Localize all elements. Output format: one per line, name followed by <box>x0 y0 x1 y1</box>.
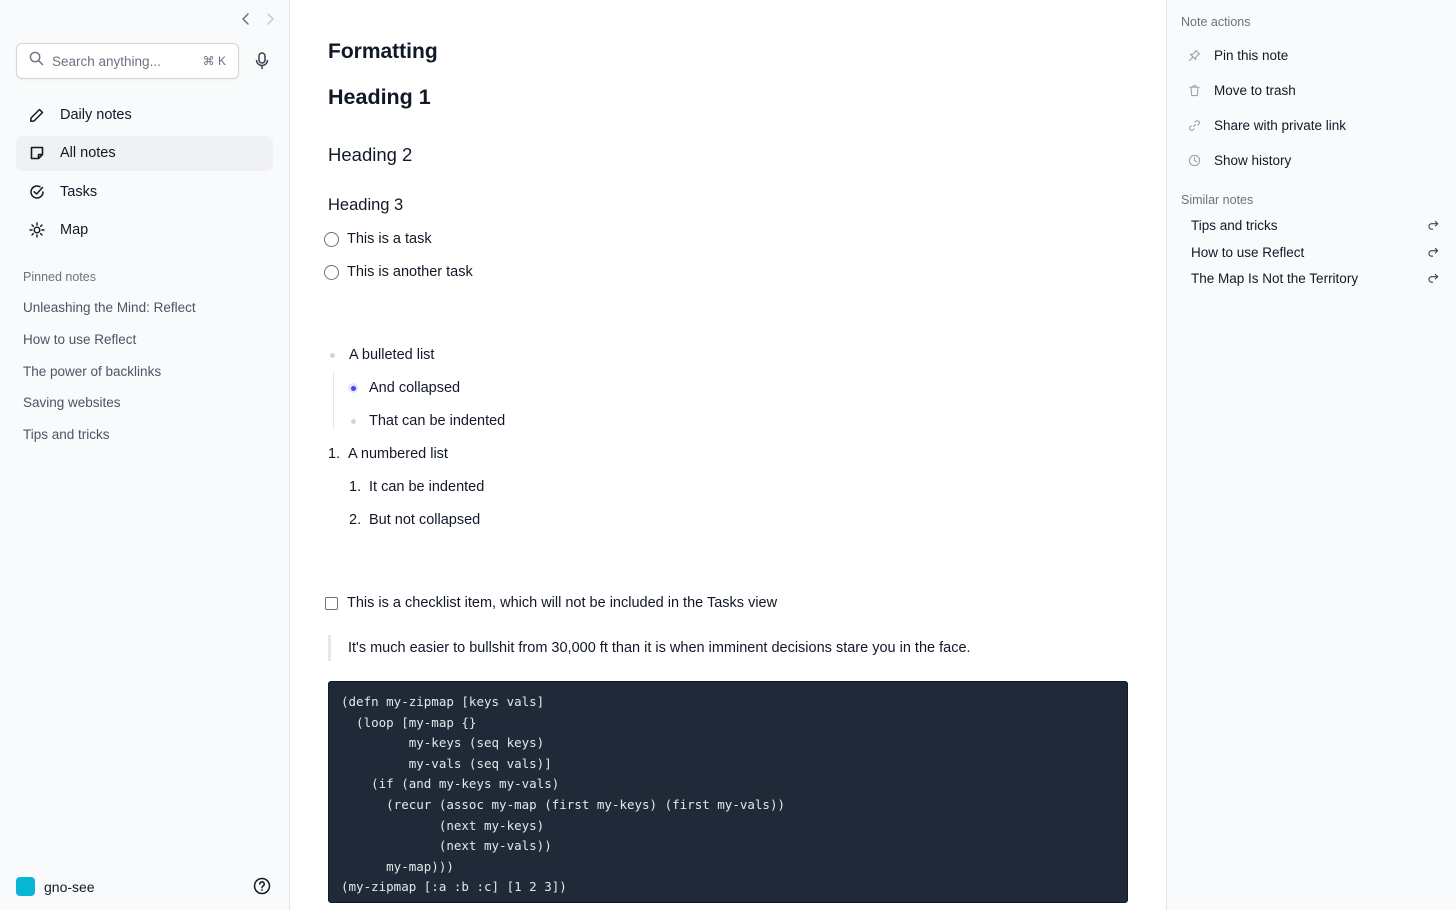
list-number: 1. <box>349 479 362 495</box>
pinned-note[interactable]: Saving websites <box>23 395 121 411</box>
open-link-icon[interactable] <box>1427 273 1439 285</box>
nav-tasks[interactable] <box>16 174 273 209</box>
pinned-note[interactable]: How to use Reflect <box>23 331 137 347</box>
open-link-icon[interactable] <box>1427 220 1439 232</box>
forward-arrow-icon[interactable] <box>262 10 278 28</box>
search-shortcut: ⌘ K <box>202 54 226 68</box>
workspace-switcher[interactable] <box>16 877 95 896</box>
numbered-item <box>349 510 480 530</box>
indent-guide <box>333 372 334 430</box>
nav-label: Tasks <box>60 183 98 200</box>
task-text[interactable]: This is another task <box>347 264 473 280</box>
task-toggle[interactable] <box>324 232 339 247</box>
list-item-text[interactable]: A numbered list <box>348 446 448 462</box>
link-icon <box>1187 119 1201 133</box>
heading-1[interactable]: Heading 1 <box>328 85 431 109</box>
task-text[interactable]: This is a task <box>347 231 432 247</box>
task-toggle[interactable] <box>324 265 339 280</box>
pin-note-action[interactable] <box>1187 48 1288 63</box>
checklist-text[interactable]: This is a checklist item, which will not be included in the Tasks view <box>347 595 778 611</box>
list-item <box>348 378 460 398</box>
code-block[interactable]: (defn my-zipmap [keys vals] (loop [my-map {} my-keys (seq keys) my-vals (seq vals)] (if (and my-keys my-vals) (recur (assoc my-map (first my-keys) (first my-vals)) (next my-keys) (next my-vals)) my-map))) (my-zipmap [:a :b :c] [1 2 3]) <box>328 681 1128 903</box>
list-item-text[interactable]: But not collapsed <box>369 512 481 528</box>
right-panel <box>1166 0 1456 910</box>
bullet <box>351 419 356 424</box>
action-label: Move to trash <box>1214 83 1296 98</box>
numbered-item <box>328 444 448 464</box>
help-icon[interactable] <box>253 877 271 895</box>
bullet <box>330 353 335 358</box>
similar-note[interactable] <box>1191 271 1439 286</box>
heading-3[interactable]: Heading 3 <box>328 196 404 214</box>
pinned-notes-heading: Pinned notes <box>23 270 96 284</box>
open-link-icon[interactable] <box>1427 247 1439 259</box>
similar-note-title: The Map Is Not the Territory <box>1191 271 1359 286</box>
pencil-icon <box>28 106 46 124</box>
action-label: Pin this note <box>1214 48 1289 63</box>
search-box[interactable] <box>16 43 239 79</box>
list-number: 2. <box>349 512 362 528</box>
pinned-note[interactable]: Unleashing the Mind: Reflect <box>23 300 196 315</box>
list-item <box>330 345 434 365</box>
similar-note-title: How to use Reflect <box>1191 245 1305 260</box>
search-icon <box>29 51 44 71</box>
nav-map[interactable] <box>16 213 273 248</box>
clock-icon <box>1187 154 1201 168</box>
nav-all-notes[interactable] <box>16 136 273 171</box>
note-title[interactable]: Formatting <box>328 40 438 63</box>
left-sidebar <box>0 0 290 910</box>
similar-notes-heading: Similar notes <box>1181 193 1254 207</box>
note-editor[interactable] <box>290 0 1166 910</box>
workspace-avatar <box>16 877 35 896</box>
numbered-item <box>349 477 484 497</box>
pinned-note[interactable]: Tips and tricks <box>23 427 110 443</box>
collapsed-bullet[interactable] <box>348 383 358 393</box>
similar-note-title: Tips and tricks <box>1191 218 1278 233</box>
similar-note[interactable] <box>1191 245 1439 260</box>
list-number: 1. <box>328 446 341 462</box>
pin-icon <box>1187 49 1201 63</box>
list-item-text[interactable]: It can be indented <box>369 479 485 495</box>
move-to-trash-action[interactable] <box>1187 83 1296 98</box>
map-icon <box>28 221 46 239</box>
action-label: Share with private link <box>1214 118 1347 133</box>
action-label: Show history <box>1214 153 1292 168</box>
task-item <box>328 229 432 249</box>
pinned-notes-list <box>23 298 196 457</box>
nav-label: Map <box>60 222 89 239</box>
back-arrow-icon[interactable] <box>238 10 254 28</box>
show-history-action[interactable] <box>1187 153 1291 168</box>
trash-icon <box>1187 84 1201 98</box>
nav-label: All notes <box>60 145 116 162</box>
list-item <box>351 411 505 431</box>
nav-daily-notes[interactable] <box>16 97 273 132</box>
workspace-name: gno-see <box>44 878 95 895</box>
list-item-text[interactable]: And collapsed <box>369 380 461 396</box>
blockquote[interactable]: It's much easier to bullshit from 30,000 ft than it is when imminent decisions stare you in the face. <box>328 635 971 661</box>
checklist-item <box>328 593 777 613</box>
list-item-text[interactable]: A bulleted list <box>349 347 435 363</box>
search-input[interactable] <box>52 54 182 69</box>
checklist-checkbox[interactable] <box>325 597 338 610</box>
history-arrows <box>238 10 278 28</box>
check-circle-icon <box>28 183 46 201</box>
task-item <box>328 262 473 282</box>
list-item-text[interactable]: That can be indented <box>369 413 506 429</box>
similar-note[interactable] <box>1191 218 1439 233</box>
note-actions-heading: Note actions <box>1181 15 1251 29</box>
main-nav <box>16 97 273 251</box>
pinned-note[interactable]: The power of backlinks <box>23 363 162 379</box>
share-link-action[interactable] <box>1187 118 1346 133</box>
note-icon <box>28 144 46 162</box>
nav-label: Daily notes <box>60 106 132 123</box>
heading-2[interactable]: Heading 2 <box>328 144 413 165</box>
microphone-icon[interactable] <box>252 51 272 71</box>
